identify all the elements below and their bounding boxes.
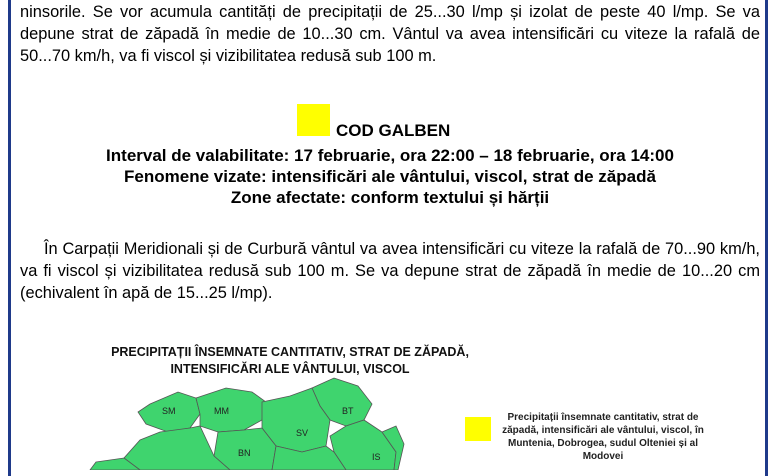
affected-zones: Zone afectate: conform textului și hărții xyxy=(230,188,550,207)
county-cj xyxy=(124,426,230,470)
top-paragraph: ninsorile. Se vor acumula cantități de precipitații de 25...30 l/mp și izolat de peste 40 l/mp. Se va depune strat de zăpadă în medie de 10...30 cm. Vântul va avea intensificări cu viteze la rafală de 50...70 km/h, va fi viscol și vizibilitatea redusă sub 100 m. xyxy=(20,3,760,65)
county-label-sm: SM xyxy=(162,406,176,416)
targeted-phenomena: Fenomene vizate: intensificări ale vântului, viscol, strat de zăpadă xyxy=(124,167,656,186)
code-title: COD GALBEN xyxy=(336,121,451,140)
county-label-bn: BN xyxy=(238,448,251,458)
legend-text: Precipitații însemnate cantitativ, strat de zăpadă, intensificări ale vântului, viscol, în Muntenia, Dobrogea, sudul Olteniei și al Modovei xyxy=(502,412,704,462)
map-title-line2: INTENSIFICĂRI ALE VÂNTULUI, VISCOL xyxy=(170,362,410,376)
legend-yellow-swatch xyxy=(465,417,491,441)
county-label-mm: MM xyxy=(214,406,229,416)
county-label-sv: SV xyxy=(296,428,309,438)
validity-interval: Interval de valabilitate: 17 februarie, ora 22:00 – 18 februarie, ora 14:00 xyxy=(106,146,674,165)
map-title-line1: PRECIPITAȚII ÎNSEMNATE CANTITATIV, STRAT DE ZĂPADĂ, xyxy=(111,345,469,359)
county-mm xyxy=(196,388,266,432)
county-label-is: IS xyxy=(372,452,381,462)
county-label-bt: BT xyxy=(342,406,354,416)
mid-paragraph: În Carpații Meridionali și de Curbură vântul va avea intensificări cu viteze la rafală de 70...90 km/h, va fi viscol și vizibilitatea redusă sub 100 m. Se va depune strat de zăpadă în medie de 10...20 cm (echivalent în apă de 15...25 l/mp). xyxy=(20,240,760,302)
